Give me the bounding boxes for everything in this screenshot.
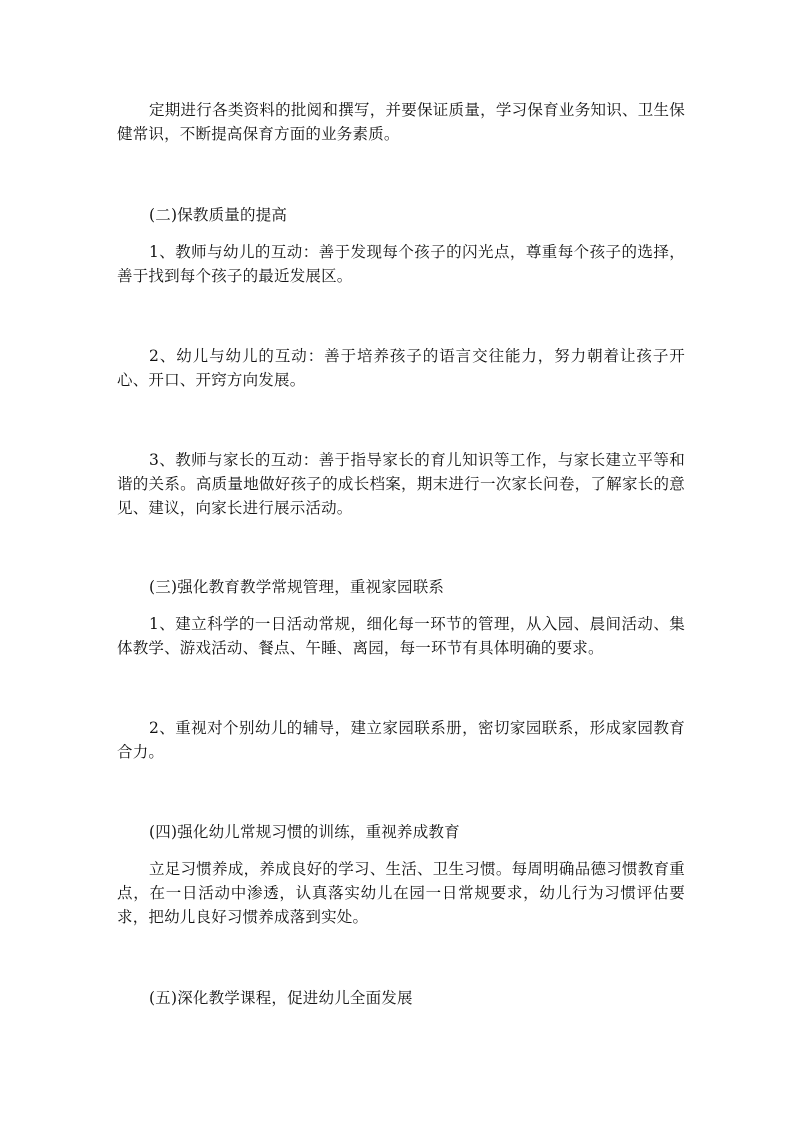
paragraph-care-study: 定期进行各类资料的批阅和撰写，并要保证质量，学习保育业务知识、卫生保健常识，不断提高保育方面的业务素质。 (117, 101, 685, 143)
paragraph-habits: 立足习惯养成，养成良好的学习、生活、卫生习惯。每周明确品德习惯教育重点，在一日活动中渗透，认真落实幼儿在园一日常规要求，幼儿行为习惯评估要求，把幼儿良好习惯养成落到实处。 (117, 860, 685, 926)
paragraph-teacher-parent: 3、教师与家长的互动：善于指导家长的育儿知识等工作，与家长建立平等和谐的关系。高质量地做好孩子的成长档案，期末进行一次家长问卷，了解家长的意见、建议，向家长进行展示活动。 (117, 451, 685, 517)
paragraph-daily-routine: 1、建立科学的一日活动常规，细化每一环节的管理，从入园、晨间活动、集体教学、游戏活动、餐点、午睡、离园，每一环节有具体明确的要求。 (117, 615, 685, 657)
section-heading-5: (五)深化教学课程，促进幼儿全面发展 (149, 989, 413, 1007)
paragraph-teacher-child: 1、教师与幼儿的互动：善于发现每个孩子的闪光点，尊重每个孩子的选择，善于找到每个孩子的最近发展区。 (117, 243, 685, 285)
section-heading-2: (二)保教质量的提高 (149, 206, 288, 224)
section-heading-4: (四)强化幼儿常规习惯的训练，重视养成教育 (149, 823, 460, 841)
paragraph-child-child: 2、幼儿与幼儿的互动：善于培养孩子的语言交往能力，努力朝着让孩子开心、开口、开窍方向发展。 (117, 347, 685, 389)
paragraph-individual-guidance: 2、重视对个别幼儿的辅导，建立家园联系册，密切家园联系，形成家园教育合力。 (117, 719, 685, 761)
section-heading-3: (三)强化教育教学常规管理，重视家园联系 (149, 578, 445, 596)
